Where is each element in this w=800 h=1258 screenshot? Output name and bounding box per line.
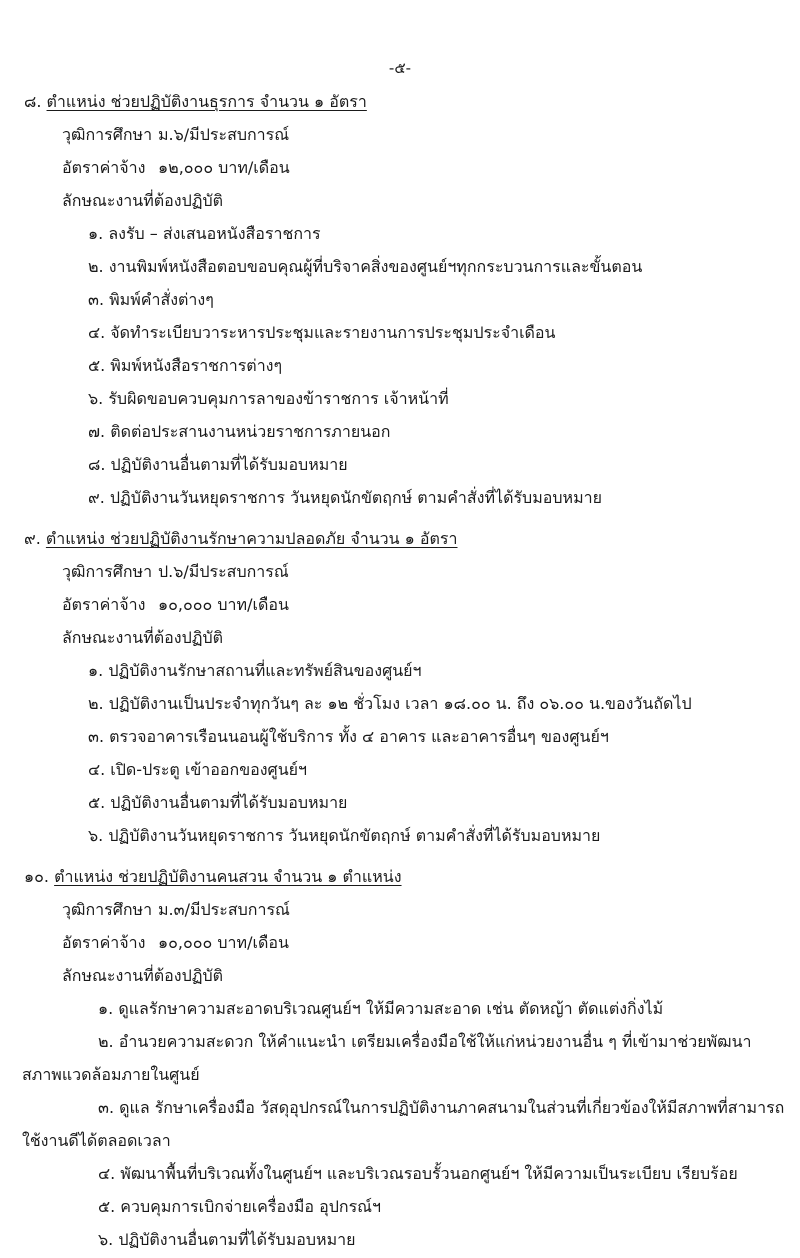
duties-label: ลักษณะงานที่ต้องปฏิบัติ: [62, 966, 224, 985]
duty-item: ๒. ปฏิบัติงานเป็นประจำทุกวันๆ ละ ๑๒ ชั่วโมง เวลา ๑๘.๐๐ น. ถึง ๐๖.๐๐ น.ของวันถัดไป: [88, 694, 692, 713]
duty-item: ๖. ปฏิบัติงานอื่นตามที่ได้รับมอบหมาย: [98, 1230, 356, 1249]
education-row: [0, 118, 800, 151]
duty-item: ๕. ปฏิบัติงานอื่นตามที่ได้รับมอบหมาย: [88, 793, 348, 812]
section-title: ตำแหน่ง ช่วยปฏิบัติงานรักษาความปลอดภัย จำนวน ๑ อัตรา: [45, 529, 458, 548]
wage-row: [0, 588, 800, 621]
section-heading: [0, 522, 800, 555]
section-number: ๘.: [24, 92, 42, 111]
duty-item: ๔. เปิด-ประตู เข้าออกของศูนย์ฯ: [88, 760, 307, 779]
education-row: [0, 893, 800, 926]
education-value: ม.๓/มีประสบการณ์: [158, 900, 290, 919]
wage-value: ๑๐,๐๐๐ บาท/เดือน: [158, 595, 289, 614]
education-value: ม.๖/มีประสบการณ์: [158, 125, 290, 144]
duty-item: ๑. ดูแลรักษาความสะอาดบริเวณศูนย์ฯ ให้มีความสะอาด เช่น ตัดหญ้า ตัดแต่งกิ่งไม้: [98, 999, 664, 1018]
section-title: ตำแหน่ง ช่วยปฏิบัติงานธุรการ จำนวน ๑ อัตรา: [46, 92, 367, 111]
duty-item: ๘. ปฏิบัติงานอื่นตามที่ได้รับมอบหมาย: [88, 455, 348, 474]
duty-item: ๒. งานพิมพ์หนังสือตอบขอบคุณผู้ที่บริจาคสิ่งของศูนย์ฯทุกกระบวนการและขั้นตอน: [88, 257, 643, 276]
section-9: [0, 522, 800, 852]
page-number: -๕-: [388, 59, 412, 77]
duty-item: ๙. ปฏิบัติงานวันหยุดราชการ วันหยุดนักขัตฤกษ์ ตามคำสั่งที่ได้รับมอบหมาย: [88, 488, 602, 507]
section-title: ตำแหน่ง ช่วยปฏิบัติงานคนสวน จำนวน ๑ ตำแหน่ง: [54, 867, 402, 886]
education-label: วุฒิการศึกษา: [62, 562, 153, 581]
duty-item: ๑. ลงรับ – ส่งเสนอหนังสือราชการ: [88, 224, 321, 243]
duty-item: ๓. ดูแล รักษาเครื่องมือ วัสดุอุปกรณ์ในการปฏิบัติงานภาคสนามในส่วนที่เกี่ยวข้องให้มีสภาพที่สามารถ: [98, 1098, 785, 1117]
section-10: [0, 860, 800, 1256]
document-body: [0, 85, 800, 1256]
duty-item: ๕. ควบคุมการเบิกจ่ายเครื่องมือ อุปกรณ์ฯ: [98, 1197, 381, 1216]
wage-value: ๑๐,๐๐๐ บาท/เดือน: [158, 933, 289, 952]
duty-item: ๒. อำนวยความสะดวก ให้คำแนะนำ เตรียมเครื่องมือใช้ให้แก่หน่วยงานอื่น ๆ ที่เข้ามาช่วยพัฒนา: [98, 1032, 752, 1051]
duty-item-continuation: ใช้งานดีได้ตลอดเวลา: [22, 1131, 171, 1150]
duty-item: ๖. รับผิดขอบควบคุมการลาของข้าราชการ เจ้าหน้าที่: [88, 389, 449, 408]
education-label: วุฒิการศึกษา: [62, 900, 153, 919]
duty-item-continuation: สภาพแวดล้อมภายในศูนย์: [22, 1065, 200, 1084]
wage-value: ๑๒,๐๐๐ บาท/เดือน: [158, 158, 290, 177]
duty-item: ๓. พิมพ์คำสั่งต่างๆ: [88, 290, 214, 309]
wage-label: อัตราค่าจ้าง: [62, 595, 146, 614]
duty-item: ๑. ปฏิบัติงานรักษาสถานที่และทรัพย์สินของศูนย์ฯ: [88, 661, 422, 680]
duty-item: ๔. จัดทำระเบียบวาระหารประชุมและรายงานการประชุมประจำเดือน: [88, 323, 556, 342]
wage-label: อัตราค่าจ้าง: [62, 933, 146, 952]
duties-label: ลักษณะงานที่ต้องปฏิบัติ: [62, 628, 224, 647]
education-row: [0, 555, 800, 588]
duty-item: ๔. พัฒนาพื้นที่บริเวณทั้งในศูนย์ฯ และบริเวณรอบรั้วนอกศูนย์ฯ ให้มีความเป็นระเบียบ เรียบร้อย: [98, 1164, 738, 1183]
section-heading: [0, 860, 800, 893]
duty-item: ๖. ปฏิบัติงานวันหยุดราชการ วันหยุดนักขัตฤกษ์ ตามคำสั่งที่ได้รับมอบหมาย: [88, 826, 601, 845]
section-heading: [0, 85, 800, 118]
education-label: วุฒิการศึกษา: [62, 125, 153, 144]
wage-row: [0, 151, 800, 184]
wage-row: [0, 926, 800, 959]
section-number: ๑๐.: [24, 867, 50, 886]
duty-item: ๓. ตรวจอาคารเรือนนอนผู้ใช้บริการ ทั้ง ๔ อาคาร และอาคารอื่นๆ ของศูนย์ฯ: [88, 727, 609, 746]
section-number: ๙.: [24, 529, 41, 548]
section-8: [0, 85, 800, 514]
education-value: ป.๖/มีประสบการณ์: [158, 562, 289, 581]
wage-label: อัตราค่าจ้าง: [62, 158, 146, 177]
duties-label: ลักษณะงานที่ต้องปฏิบัติ: [62, 191, 224, 210]
duty-item: ๗. ติดต่อประสานงานหน่วยราชการภายนอก: [88, 422, 391, 441]
duty-item: ๕. พิมพ์หนังสือราชการต่างๆ: [88, 356, 283, 375]
